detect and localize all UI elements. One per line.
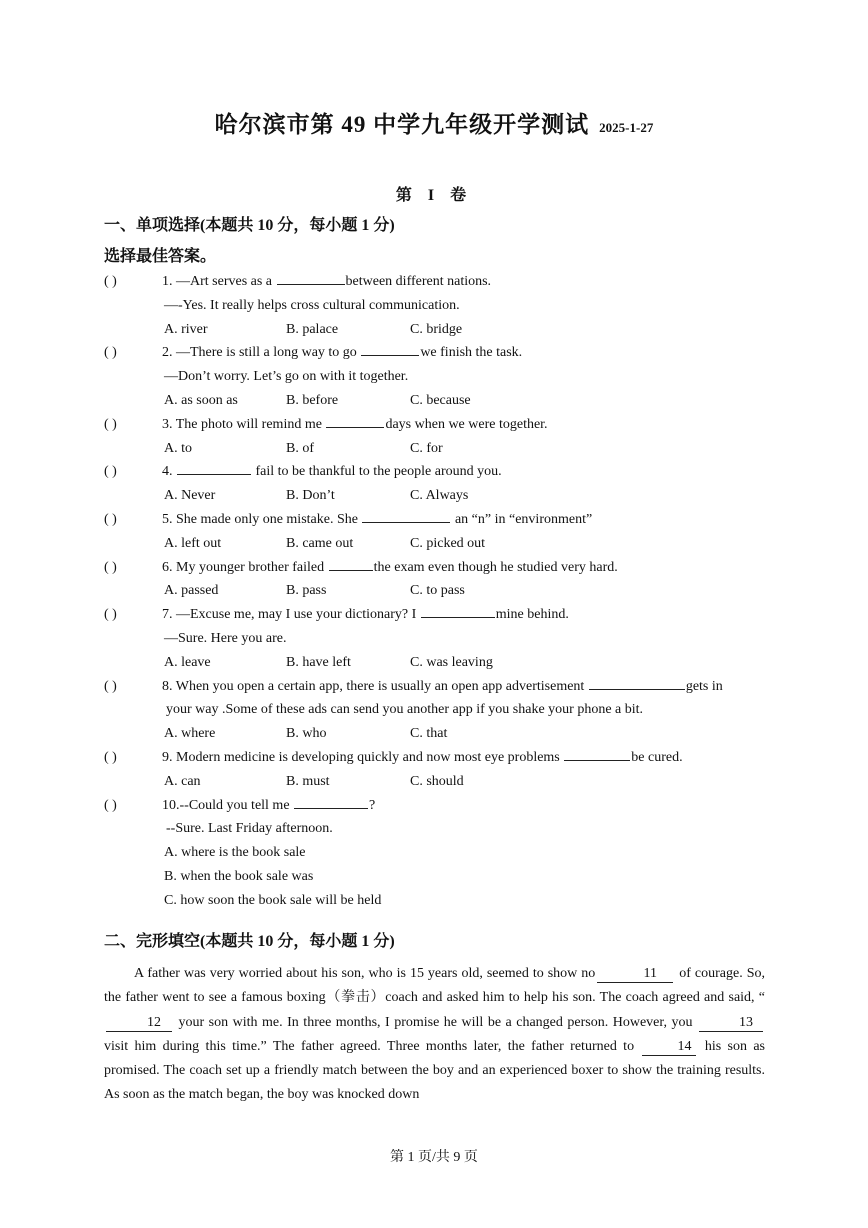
question-stem [104,413,784,437]
question-text: 4. fail to be thankful to the people around you. [162,460,502,484]
question-list [104,270,784,913]
options-row [104,770,784,794]
answer-paren: ( ) [104,559,117,575]
option-b: B. have left [286,654,351,670]
option-a: A. leave [164,654,211,670]
question-stem [104,341,784,365]
option-b: B. must [286,773,330,789]
question-stem [104,746,784,770]
section1-instruction: 选择最佳答案。 [104,248,217,265]
question-text: 9. Modern medicine is developing quickly and now most eye problems be cured. [162,746,683,770]
blank [326,413,384,428]
question-stem [104,675,784,699]
option-b: B. Don’t [286,488,335,504]
question-stem [104,603,784,627]
blank [362,508,450,523]
option-a: A. can [164,773,201,789]
blank [421,603,495,618]
blank [361,341,419,356]
options-row [104,484,784,508]
option-a: A. passed [164,583,219,599]
option-a: A. to [164,440,192,456]
question-stem [104,460,784,484]
option-b: B. of [286,440,314,456]
answer-paren: ( ) [104,678,117,694]
options-row [104,437,784,461]
option-c: C. Always [410,488,469,504]
options-row [104,532,784,556]
cloze-blank-14: 14 [642,1039,696,1056]
volume-label: 第 I 卷 [395,187,473,204]
question-text: 8. When you open a certain app, there is usually an open app advertisement gets in [162,675,723,699]
question-reply: —-Yes. It really helps cross cultural communication. [164,297,460,313]
question-text: 10.--Could you tell me ? [162,794,375,818]
answer-paren: ( ) [104,274,117,289]
blank [277,270,345,285]
question-text: 7. —Excuse me, may I use your dictionary? I mine behind. [162,603,569,627]
question-stem [104,556,784,580]
option-c: C. because [410,392,471,408]
exam-title: 哈尔滨市第 49 中学九年级开学测试 [214,112,590,137]
option-b: B. came out [286,535,354,551]
blank [294,794,368,809]
options-row [104,651,784,675]
option-c: C. to pass [410,583,465,599]
option-b: B. when the book sale was [164,868,314,884]
option-c: C. for [410,440,443,456]
option-b: B. who [286,726,327,742]
option-c: C. that [410,726,448,742]
option-line [104,865,784,889]
option-a: A. as soon as [164,392,238,408]
question-text: 1. —Art serves as a between different nations. [162,270,491,294]
answer-paren: ( ) [104,607,117,623]
option-a: A. Never [164,488,216,504]
options-row [104,579,784,603]
blank [177,460,251,475]
blank [564,746,630,761]
answer-paren: ( ) [104,345,117,361]
answer-paren: ( ) [104,797,117,813]
question-text: 2. —There is still a long way to go we finish the task. [162,341,522,365]
option-c: C. how soon the book sale will be held [164,892,382,908]
answer-paren: ( ) [104,511,117,527]
options-row [104,389,784,413]
option-c: C. picked out [410,535,486,551]
option-a: A. where [164,726,216,742]
option-line [104,889,784,913]
option-c: C. should [410,773,464,789]
cloze-passage: A father was very worried about his son, who is 15 years old, seemed to show no 11 of courage. So, the father went to see a famous boxing（拳击）coach and asked him to help his son. The coach agreed and said, “12 your son with me. In three months, I promise he will be a changed person. However, you 13 visit him during this time.” The father agreed. Three months later, the father returned to 14 his son as promised. The coach set up a friendly match between the boy and an experienced boxer to show the training results. As soon as the match began, the boy was knocked down [104,966,766,1103]
option-c: C. bridge [410,321,463,337]
blank [589,675,685,690]
options-row [104,722,784,746]
page-footer: 第 1 页/共 9 页 [390,1150,478,1165]
answer-paren: ( ) [104,749,117,765]
option-b: B. before [286,392,339,408]
question-reply: —Sure. Here you are. [164,630,287,646]
question-stem [104,508,784,532]
cloze-blank-12: 12 [106,1015,172,1032]
cloze-blank-13: 13 [699,1015,763,1032]
option-line [104,841,784,865]
question-reply: —Don’t worry. Let’s go on with it together. [164,369,409,385]
question-stem [104,270,784,294]
exam-date: 2025-1-27 [599,120,654,135]
section2-heading: 二、完形填空(本题共 10 分，每小题 1 分) [104,933,395,950]
answer-paren: ( ) [104,464,117,480]
question-text: 6. My younger brother failed the exam even though he studied very hard. [162,556,618,580]
option-a: A. left out [164,535,222,551]
option-c: C. was leaving [410,654,493,670]
option-b: B. pass [286,583,327,599]
question-text: 5. She made only one mistake. She an “n” in “environment” [162,508,592,532]
answer-paren: ( ) [104,416,117,432]
cloze-blank-11: 11 [597,966,673,983]
option-a: A. river [164,321,208,337]
exam-title-row [0,106,868,139]
blank [329,556,373,571]
options-row [104,318,784,342]
section1-heading: 一、单项选择(本题共 10 分，每小题 1 分) [104,217,395,234]
option-b: B. palace [286,321,339,337]
question-reply: --Sure. Last Friday afternoon. [166,821,333,837]
question-stem [104,794,784,818]
question-continuation: your way .Some of these ads can send you another app if you shake your phone a bit. [166,702,644,718]
option-a: A. where is the book sale [164,845,306,861]
question-text: 3. The photo will remind me days when we were together. [162,413,548,437]
